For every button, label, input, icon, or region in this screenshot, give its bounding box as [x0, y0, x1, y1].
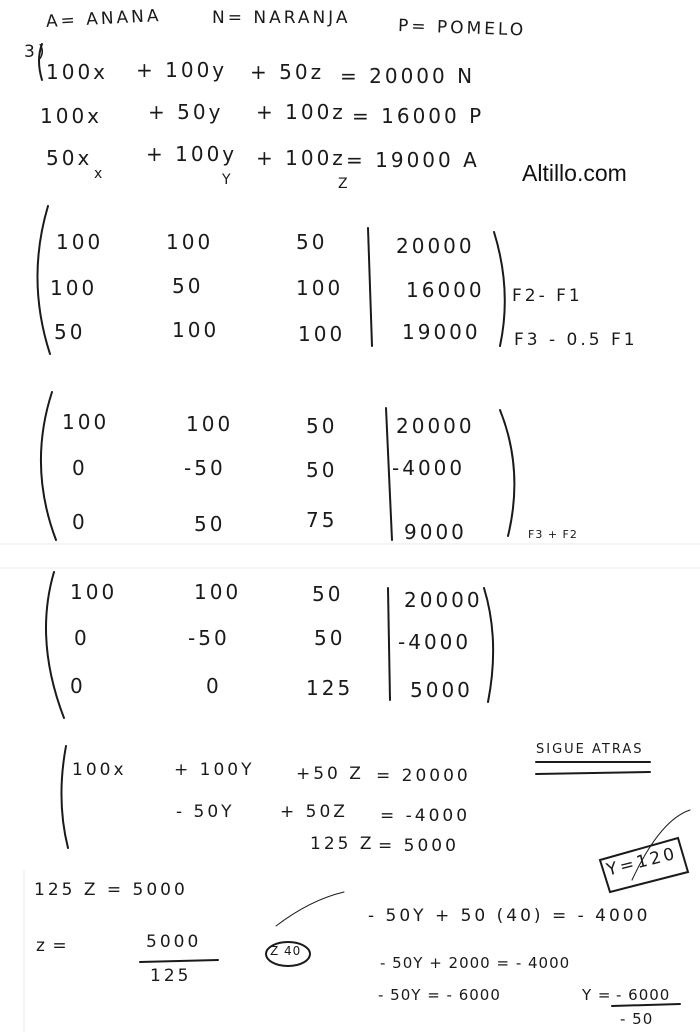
work-y-lhs: Y = — [582, 986, 612, 1004]
problem-number: 3) — [24, 42, 48, 62]
rs-line3-z: 125 Z — [310, 834, 375, 854]
work-y-num: - 6000 — [616, 986, 671, 1004]
m1-left-bracket — [37, 206, 50, 354]
m1-divider — [368, 228, 372, 346]
work-y-den: - 50 — [620, 1010, 654, 1028]
sys-row1-eq: = 20000 N — [340, 64, 476, 88]
m2-r3-c1: 0 — [72, 510, 88, 534]
m2-r1-c2: 100 — [186, 412, 234, 436]
m1-r3-c3: 100 — [298, 322, 346, 346]
sys-row3-z: + 100z — [256, 146, 346, 170]
m3-divider — [388, 588, 390, 700]
var-label-x: x — [94, 166, 104, 182]
m3-r3-c2: 0 — [206, 674, 222, 698]
m2-right-bracket — [500, 410, 514, 536]
rs-brace — [61, 746, 68, 848]
m1-r1-c3: 50 — [296, 230, 328, 254]
m2-op-f3: F3 + F2 — [528, 528, 578, 541]
m2-divider — [386, 408, 392, 540]
sys-row1-y: + 100y — [136, 58, 228, 82]
work-y-line3: - 50Y = - 6000 — [378, 986, 501, 1004]
sys-row2-z: + 100z — [256, 100, 346, 124]
m3-r1-c3: 50 — [312, 582, 344, 606]
watermark: Altillo.com — [522, 160, 627, 186]
sys-row2-x: 100x — [40, 104, 103, 128]
var-label-y: Y — [222, 172, 232, 188]
m3-left-bracket — [46, 572, 64, 718]
work-z-eq: 125 Z = 5000 — [34, 880, 188, 900]
m3-r2-c3: 50 — [314, 626, 346, 650]
m1-r2-c3: 100 — [296, 276, 344, 300]
m3-r1-c2: 100 — [194, 580, 242, 604]
rs-line1-y: + 100Y — [174, 760, 255, 780]
sys-row3-y: + 100y — [146, 142, 238, 166]
m3-r2-c4: -4000 — [398, 630, 472, 654]
z-value-circle — [266, 942, 310, 966]
sys-row3-x: 50x — [46, 146, 93, 170]
y-box-outline — [600, 838, 688, 892]
m1-right-bracket — [494, 232, 505, 346]
m1-r1-c4: 20000 — [396, 234, 475, 258]
sys-row2-y: + 50y — [148, 100, 224, 124]
sys-row1-z: + 50z — [250, 60, 325, 84]
m3-r3-c4: 5000 — [410, 678, 473, 702]
m1-r3-c1: 50 — [54, 320, 86, 344]
work-z-num: 5000 — [146, 932, 202, 952]
work-z-lhs: z = — [36, 936, 68, 956]
m2-r2-c4: -4000 — [392, 456, 466, 480]
sys-row2-eq: = 16000 P — [352, 104, 485, 128]
note-underline-2 — [536, 772, 650, 774]
m3-r3-c1: 0 — [70, 674, 86, 698]
m3-r2-c1: 0 — [74, 626, 90, 650]
m1-r2-c1: 100 — [50, 276, 98, 300]
legend-pomelo: P= POMELO — [397, 16, 527, 41]
y-result-box: Y=120 — [604, 843, 680, 881]
rs-line2-y: - 50Y — [176, 802, 235, 822]
sys-row3-eq: = 19000 A — [346, 148, 480, 172]
work-z-value: Z 40 — [270, 944, 302, 958]
m2-r3-c2: 50 — [194, 512, 226, 536]
sigue-atras-note: SIGUE ATRAS — [536, 742, 644, 757]
rs-line3-eq: = 5000 — [378, 836, 459, 856]
stray-stroke-2 — [632, 810, 690, 880]
rs-line2-z: + 50Z — [280, 802, 348, 822]
rs-line1-x: 100x — [72, 760, 127, 780]
m1-op-f3: F3 - 0.5 F1 — [514, 330, 638, 350]
m2-r2-c1: 0 — [72, 456, 88, 480]
m2-r2-c3: 50 — [306, 458, 338, 482]
m1-r2-c2: 50 — [172, 274, 204, 298]
m2-r2-c2: -50 — [184, 456, 226, 480]
m1-r3-c4: 19000 — [402, 320, 481, 344]
var-label-z: Z — [338, 176, 349, 192]
m3-r1-c1: 100 — [70, 580, 118, 604]
m2-r3-c3: 75 — [306, 508, 338, 532]
stray-stroke — [276, 892, 344, 926]
work-y-line1: - 50Y + 50 (40) = - 4000 — [368, 906, 651, 926]
m2-left-bracket — [41, 392, 56, 540]
rs-line1-eq: = 20000 — [376, 766, 471, 786]
m2-r3-c4: 9000 — [404, 520, 467, 544]
m3-r3-c3: 125 — [306, 676, 354, 700]
rs-line1-z: +50 Z — [296, 764, 364, 784]
system-brace — [39, 44, 42, 80]
rs-line2-eq: = -4000 — [380, 806, 471, 826]
m3-right-bracket — [484, 588, 493, 702]
m1-r3-c2: 100 — [172, 318, 220, 342]
m3-r2-c2: -50 — [188, 626, 230, 650]
z-fraction-bar — [140, 960, 218, 962]
m2-r1-c1: 100 — [62, 410, 110, 434]
m2-r1-c3: 50 — [306, 414, 338, 438]
m3-r1-c4: 20000 — [404, 588, 483, 612]
legend-anana: A= ANANA — [45, 5, 162, 32]
sys-row1-x: 100x — [46, 60, 109, 84]
y-fraction-bar — [612, 1004, 680, 1006]
m1-op-f2: F2- F1 — [512, 286, 583, 306]
work-z-den: 125 — [150, 966, 192, 986]
legend-naranja: N= NARANJA — [212, 8, 351, 28]
m1-r2-c4: 16000 — [406, 278, 485, 302]
work-y-line2: - 50Y + 2000 = - 4000 — [380, 954, 571, 972]
m1-r1-c2: 100 — [166, 230, 214, 254]
m1-r1-c1: 100 — [56, 230, 104, 254]
m2-r1-c4: 20000 — [396, 414, 475, 438]
